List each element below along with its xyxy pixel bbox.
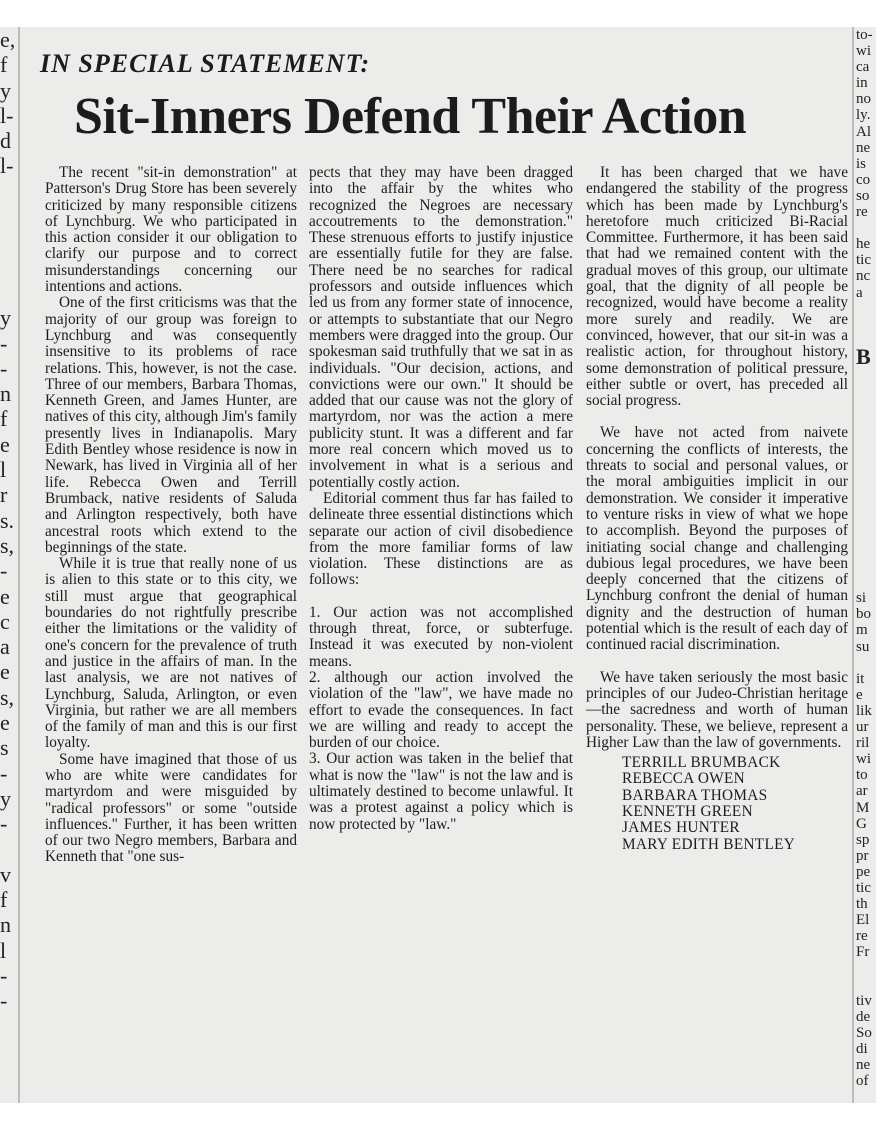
left-fragment: e (0, 583, 10, 609)
paragraph: The recent "sit-in demonstration" at Patterson's Drug Store has been severely criticized by many responsible citizens of Lynchburg. We who participated in this action consider it our obligation to clarify our purpose and to correct misunderstandings concerning our intentions and actions. (45, 164, 297, 296)
right-fragment (856, 494, 876, 510)
right-fragment (856, 220, 876, 236)
right-fragment (856, 960, 876, 976)
left-fragment: y (0, 77, 11, 103)
right-fragment (856, 558, 876, 574)
left-fragment (0, 179, 16, 204)
signatories (586, 755, 848, 853)
left-fragment: l (0, 937, 7, 963)
right-fragment: ril (856, 735, 870, 752)
signer-name: BARBARA THOMAS (622, 786, 768, 804)
left-fragment: l- (0, 102, 14, 128)
left-fragment: s, (0, 684, 15, 710)
paragraph: We have not acted from naivete concerning the conflicts of interests, the threats to social and personal values, or the moral ambiguities implicit in our demonstration. We consider it imperative to venture risks in view of what we hope to accomplish. Beyond the purposes of initiating social change and challenging dubious legal procedures, we have been deeply concerned that the citizens of Lynchburg confront the denial of human dignity and the destruction of human potential which is the result of each day of continued racial discrimination. (586, 424, 848, 654)
right-fragment: Al (856, 123, 871, 140)
left-fragment: - (0, 988, 8, 1014)
left-fragment: c (0, 608, 10, 634)
right-fragment: m (856, 622, 868, 639)
right-fragment: sp (856, 831, 870, 848)
right-fragment (856, 574, 876, 590)
right-fragment: it (856, 670, 865, 687)
left-fragment: f (0, 52, 8, 78)
signer-name: JAMES HUNTER (622, 819, 740, 837)
article-column-3 (586, 165, 848, 853)
right-fragment: wi (856, 751, 871, 768)
right-fragment: re (856, 204, 868, 221)
left-fragment: - (0, 811, 8, 837)
right-fragment: tic (856, 879, 871, 896)
left-fragment: n (0, 912, 11, 938)
right-fragment: lik (856, 702, 872, 719)
right-fragment: Fr (856, 944, 870, 961)
left-fragment: e (0, 710, 10, 736)
signer-name: KENNETH GREEN (622, 802, 753, 820)
left-fragment: f (0, 887, 8, 913)
list-item: 1. Our action was not accomplished through threat, force, or subterfuge. Instead it was executed by non-violent means. (309, 603, 573, 670)
right-fragment: a (856, 284, 863, 301)
list-item: 2. although our action involved the violation of the "law", we have made no effort to evade the consequences. In fact we are willing and ready to accept the burden of our choice. (309, 668, 573, 752)
right-fragment (856, 317, 876, 333)
right-fragment (856, 655, 876, 671)
paragraph: pects that they may have been dragged into the affair by the whites who recognized the Negroes are necessary accoutrements to the demonstration." These strenuous efforts to justify injustice are essentially futile for they are false. There need be no searches for radical professors and outside influences which led us from any former state of innocence, or attempts to substantiate that our Negro members were dragged into the group. Our spokesman said truthfully that we sat in as individuals. "Our decision, actions, and convictions were our own." It should be added that our cause was not the glory of martyrdom, nor was the action a mere publicity stunt. It was a different and far more real concern which moved us to involvement in what is a serious and potentially costly action. (309, 164, 573, 491)
column-rule-right (852, 27, 854, 1103)
right-fragment: di (856, 1040, 868, 1057)
right-fragment: no (856, 91, 871, 108)
left-fragment (0, 280, 16, 305)
right-fragment: th (856, 896, 868, 913)
right-fragment (856, 542, 876, 558)
left-fragment (0, 204, 16, 229)
right-fragment (856, 526, 876, 542)
left-column-fragments (0, 27, 16, 1103)
signer-name: MARY EDITH BENTLEY (622, 835, 796, 853)
left-fragment (0, 229, 16, 254)
right-fragment: B (856, 343, 871, 369)
signer-name: TERRILL BRUMBACK (622, 754, 781, 772)
right-fragment (856, 397, 876, 413)
left-fragment: - (0, 330, 8, 356)
right-fragment: ur (856, 719, 869, 736)
headline: Sit-Inners Defend Their Action (74, 88, 747, 145)
left-fragment: n (0, 381, 11, 407)
right-fragment: is (856, 155, 867, 172)
right-fragment (856, 301, 876, 317)
right-column-fragments (856, 27, 876, 1103)
right-fragment: to (856, 767, 868, 784)
left-fragment: y (0, 785, 11, 811)
right-fragment: G (856, 815, 867, 832)
left-fragment (0, 837, 16, 862)
right-fragment: so (856, 187, 870, 204)
right-fragment: wi (856, 43, 871, 60)
right-fragment (856, 478, 876, 494)
right-fragment: M (856, 799, 870, 816)
left-fragment: s (0, 735, 9, 761)
left-fragment: s, (0, 532, 15, 558)
paragraph: While it is true that really none of us is alien to this state or to this city, we still must argue that geographical boundaries do not rightfully prescribe either the limitations or the validity of one's concern for the prevalence of truth and justice in the affairs of man. In the last analysis, we are not natives of Lynchburg, Saluda, Arlington, or even Virginia, but rather we are all members of the family of man and this is our first loyalty. (45, 555, 297, 752)
right-fragment: re (856, 928, 868, 945)
paragraph: It has been charged that we have endangered the stability of the progress which has been made by Lynchburg's heretofore much criticized Bi-Racial Committee. Furthermore, it has been said that had we remained content with the gradual moves of this group, our ultimate goal, that the dignity of all people be recognized, would have become a reality more surely and readily. We are convinced, however, that our sit-in was a realistic action, for throughout history, some demonstration of political pressure, either subtle or overt, has preceded all social progress. (586, 164, 848, 410)
left-fragment: e (0, 659, 10, 685)
left-fragment: - (0, 355, 8, 381)
left-fragment: - (0, 760, 8, 786)
right-fragment: pe (856, 863, 871, 880)
left-fragment: e (0, 431, 10, 457)
right-fragment: ly. (856, 107, 871, 124)
right-fragment: co (856, 171, 871, 188)
right-fragment: e (856, 686, 863, 703)
right-fragment (856, 510, 876, 526)
right-fragment: of (856, 1073, 869, 1090)
right-fragment: nc (856, 268, 871, 285)
right-fragment: tiv (856, 992, 872, 1009)
right-fragment (856, 977, 876, 993)
newspaper-clipping (0, 27, 876, 1103)
left-fragment: f (0, 406, 8, 432)
left-fragment: e, (0, 27, 16, 52)
left-fragment: a (0, 634, 10, 660)
paragraph: Some have imagined that those of us who are white were candidates for martyrdom and were misguided by "radical professors" or some "outside influences." Further, it has been written of our two Negro members, Barbara and Kenneth that "one sus- (45, 750, 297, 866)
left-fragment: - (0, 558, 8, 584)
left-fragment: s. (0, 507, 15, 533)
right-fragment: to- (856, 27, 873, 43)
distinctions-list (309, 605, 573, 833)
article-column-2 (309, 165, 573, 833)
right-fragment: bo (856, 606, 871, 623)
left-fragment: v (0, 861, 11, 887)
right-fragment (856, 462, 876, 478)
paragraph: One of the first criticisms was that the majority of our group was foreign to Lynchburg and was consequently insensitive to its problems of race relations. This, however, is not the case. Three of our members, Barbara Thomas, Kenneth Green, and James Hunter, are natives of this city, although Jim's family presently lives in Indianapolis. Mary Edith Bentley whose residence is now in Newark, has lived in Virginia all of her life. Rebecca Owen and Terrill Brumback, native residents of Saluda and Arlington respectively, both have ancestral roots which extend to the beginnings of the state. (45, 294, 297, 556)
left-fragment: l (0, 457, 7, 483)
paragraph: Editorial comment thus far has failed to delineate three essential distinctions which separate our action of civil disobedience from the more familiar forms of law violation. These distinctions are as follows: (309, 489, 573, 589)
right-fragment: su (856, 638, 870, 655)
right-fragment: ne (856, 1057, 871, 1073)
right-fragment (856, 445, 876, 461)
right-fragment: ar (856, 783, 868, 800)
left-fragment: d (0, 128, 11, 154)
right-fragment: he (856, 236, 871, 253)
right-fragment: El (856, 912, 870, 929)
right-fragment (856, 429, 876, 445)
right-fragment (856, 381, 876, 397)
left-fragment: y (0, 305, 11, 331)
kicker: IN SPECIAL STATEMENT: (40, 49, 371, 78)
right-fragment: So (856, 1024, 872, 1041)
left-fragment: - (0, 962, 8, 988)
right-fragment: ne (856, 139, 871, 156)
column-rule-left (18, 27, 20, 1103)
right-fragment: si (856, 590, 867, 607)
article-column-1 (45, 165, 297, 866)
left-fragment: l- (0, 153, 14, 179)
right-fragment: ca (856, 59, 870, 76)
right-fragment: tic (856, 252, 871, 269)
right-fragment (856, 413, 876, 429)
right-fragment: pr (856, 847, 869, 864)
right-fragment: in (856, 75, 868, 92)
right-fragment: de (856, 1008, 871, 1025)
list-item: 3. Our action was taken in the belief that what is now the "law" is not the law and is ultimately destined to become unlawful. It was a protest against a policy which is now protected by "law." (309, 750, 573, 833)
left-fragment (0, 255, 16, 280)
signer-name: REBECCA OWEN (622, 770, 746, 788)
paragraph: We have taken seriously the most basic principles of our Judeo-Christian heritage—the sacredness and worth of human personality. These, we believe, represent a Higher Law than the law of governments. (586, 668, 848, 751)
left-fragment: r (0, 482, 8, 508)
